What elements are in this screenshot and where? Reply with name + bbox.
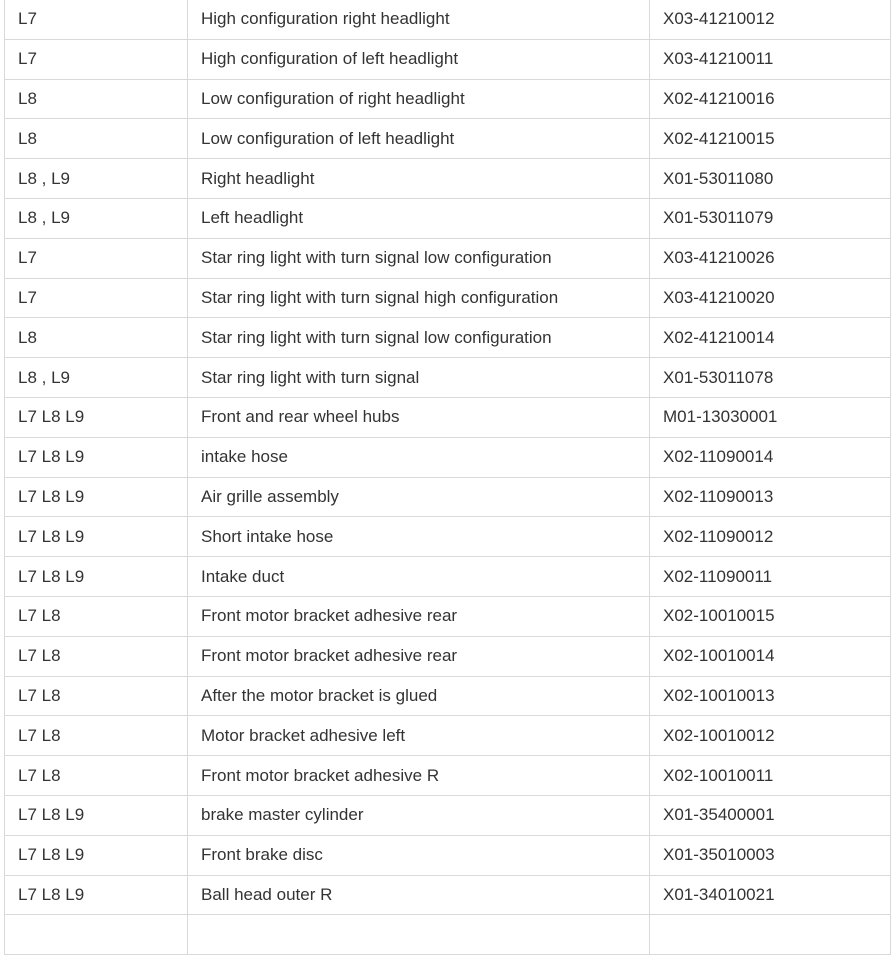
part-number-cell: X02-41210014 xyxy=(650,318,891,358)
part-name-cell: Star ring light with turn signal low configuration xyxy=(188,318,650,358)
part-name-cell: Intake duct xyxy=(188,557,650,597)
table-row xyxy=(5,397,891,437)
model-cell: L7 L8 L9 xyxy=(5,397,188,437)
model-cell: L7 L8 L9 xyxy=(5,437,188,477)
table-row xyxy=(5,716,891,756)
part-name-cell: Front motor bracket adhesive R xyxy=(188,756,650,796)
table-row xyxy=(5,119,891,159)
model-cell xyxy=(5,915,188,955)
part-name-cell: Star ring light with turn signal xyxy=(188,358,650,398)
table-row xyxy=(5,915,891,955)
part-number-cell: X01-53011079 xyxy=(650,198,891,238)
table-row xyxy=(5,596,891,636)
part-name-cell: Low configuration of left headlight xyxy=(188,119,650,159)
part-number-cell: X02-10010011 xyxy=(650,756,891,796)
part-name-cell: Motor bracket adhesive left xyxy=(188,716,650,756)
part-name-cell: High configuration of left headlight xyxy=(188,39,650,79)
table-row xyxy=(5,39,891,79)
model-cell: L7 L8 xyxy=(5,636,188,676)
model-cell: L7 L8 xyxy=(5,676,188,716)
parts-table xyxy=(4,0,891,955)
part-number-cell: X02-41210015 xyxy=(650,119,891,159)
part-name-cell: Front and rear wheel hubs xyxy=(188,397,650,437)
part-number-cell: X03-41210011 xyxy=(650,39,891,79)
part-number-cell: X02-41210016 xyxy=(650,79,891,119)
model-cell: L8 xyxy=(5,79,188,119)
table-row xyxy=(5,557,891,597)
part-name-cell: Star ring light with turn signal low configuration xyxy=(188,238,650,278)
part-name-cell xyxy=(188,915,650,955)
part-name-cell: Left headlight xyxy=(188,198,650,238)
part-number-cell: X01-35400001 xyxy=(650,795,891,835)
part-number-cell: X01-53011080 xyxy=(650,159,891,199)
model-cell: L7 L8 L9 xyxy=(5,477,188,517)
table-row xyxy=(5,835,891,875)
table-row xyxy=(5,517,891,557)
model-cell: L8 , L9 xyxy=(5,159,188,199)
part-name-cell: brake master cylinder xyxy=(188,795,650,835)
table-row xyxy=(5,875,891,915)
part-name-cell: Right headlight xyxy=(188,159,650,199)
part-name-cell: intake hose xyxy=(188,437,650,477)
part-number-cell: X02-10010014 xyxy=(650,636,891,676)
model-cell: L7 L8 L9 xyxy=(5,795,188,835)
part-number-cell: X03-41210012 xyxy=(650,0,891,39)
part-name-cell: High configuration right headlight xyxy=(188,0,650,39)
part-name-cell: Low configuration of right headlight xyxy=(188,79,650,119)
part-number-cell: X02-11090014 xyxy=(650,437,891,477)
model-cell: L7 L8 xyxy=(5,716,188,756)
part-name-cell: Air grille assembly xyxy=(188,477,650,517)
table-row xyxy=(5,795,891,835)
model-cell: L8 , L9 xyxy=(5,198,188,238)
table-row xyxy=(5,238,891,278)
part-number-cell: X03-41210026 xyxy=(650,238,891,278)
model-cell: L7 xyxy=(5,278,188,318)
part-name-cell: Star ring light with turn signal high configuration xyxy=(188,278,650,318)
model-cell: L8 xyxy=(5,119,188,159)
table-row xyxy=(5,477,891,517)
part-number-cell: X02-11090012 xyxy=(650,517,891,557)
part-number-cell: X01-35010003 xyxy=(650,835,891,875)
part-number-cell: X01-34010021 xyxy=(650,875,891,915)
parts-table-body xyxy=(5,0,891,955)
part-number-cell xyxy=(650,915,891,955)
part-number-cell: X02-10010012 xyxy=(650,716,891,756)
model-cell: L7 L8 xyxy=(5,596,188,636)
model-cell: L7 L8 L9 xyxy=(5,517,188,557)
part-number-cell: X02-10010015 xyxy=(650,596,891,636)
table-row xyxy=(5,676,891,716)
model-cell: L7 L8 xyxy=(5,756,188,796)
table-row xyxy=(5,79,891,119)
part-number-cell: X03-41210020 xyxy=(650,278,891,318)
parts-table-container xyxy=(4,0,890,955)
table-row xyxy=(5,318,891,358)
table-row xyxy=(5,198,891,238)
part-name-cell: After the motor bracket is glued xyxy=(188,676,650,716)
part-number-cell: M01-13030001 xyxy=(650,397,891,437)
table-row xyxy=(5,0,891,39)
table-row xyxy=(5,636,891,676)
part-number-cell: X02-10010013 xyxy=(650,676,891,716)
model-cell: L7 L8 L9 xyxy=(5,557,188,597)
table-row xyxy=(5,358,891,398)
model-cell: L7 xyxy=(5,238,188,278)
part-name-cell: Front motor bracket adhesive rear xyxy=(188,596,650,636)
table-row xyxy=(5,437,891,477)
table-row xyxy=(5,159,891,199)
model-cell: L7 xyxy=(5,39,188,79)
part-name-cell: Short intake hose xyxy=(188,517,650,557)
table-row xyxy=(5,756,891,796)
model-cell: L8 , L9 xyxy=(5,358,188,398)
part-name-cell: Front motor bracket adhesive rear xyxy=(188,636,650,676)
part-number-cell: X02-11090013 xyxy=(650,477,891,517)
model-cell: L7 xyxy=(5,0,188,39)
part-number-cell: X01-53011078 xyxy=(650,358,891,398)
part-name-cell: Front brake disc xyxy=(188,835,650,875)
table-row xyxy=(5,278,891,318)
part-number-cell: X02-11090011 xyxy=(650,557,891,597)
part-name-cell: Ball head outer R xyxy=(188,875,650,915)
model-cell: L7 L8 L9 xyxy=(5,835,188,875)
model-cell: L8 xyxy=(5,318,188,358)
model-cell: L7 L8 L9 xyxy=(5,875,188,915)
